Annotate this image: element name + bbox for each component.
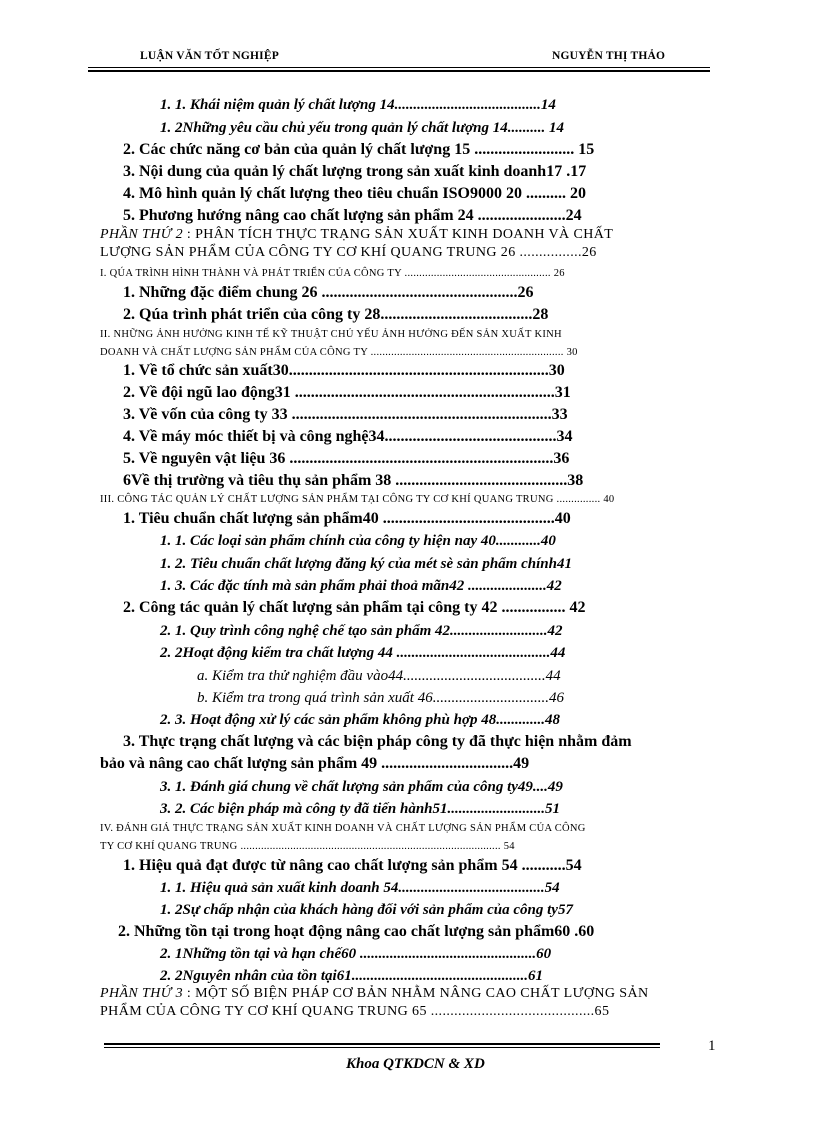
- toc-entry: 2. 2Hoạt động kiểm tra chất lượng 44 .........................................44: [160, 645, 566, 661]
- toc-entry: 3. Thực trạng chất lượng và các biện pháp công ty đã thực hiện nhằm đảm: [123, 733, 632, 750]
- toc-part-heading: [100, 226, 613, 244]
- toc-entry: 1. 3. Các đặc tính mà sản phẩm phải thoả mãn42 .....................42: [160, 578, 562, 594]
- toc-entry: 5. Phương hướng nâng cao chất lượng sản phẩm 24 ......................24: [123, 207, 582, 224]
- header-rule-bottom: [88, 70, 710, 72]
- toc-entry: 1. Những đặc điểm chung 26 .................................................26: [123, 284, 534, 301]
- toc-section-heading: III. CÔNG TÁC QUẢN LÝ CHẤT LƯỢNG SẢN PHẨM TẠI CÔNG TY CƠ KHÍ QUANG TRUNG ............... 40: [100, 494, 615, 505]
- footer-faculty: Khoa QTKDCN & XD: [346, 1056, 485, 1072]
- toc-entry: bảo và nâng cao chất lượng sản phẩm 49 .................................49: [100, 755, 530, 772]
- part-title: : PHÂN TÍCH THỰC TRẠNG SẢN XUẤT KINH DOANH VÀ CHẤT: [183, 227, 614, 242]
- toc-entry: 3. Về vốn của công ty 33 .................................................................33: [123, 406, 568, 423]
- toc-part-heading: LƯỢNG SẢN PHẨM CỦA CÔNG TY CƠ KHÍ QUANG TRUNG 26 ................26: [100, 245, 597, 260]
- toc-entry: a. Kiểm tra thử nghiệm đầu vào44......................................44: [197, 668, 561, 684]
- toc-section-heading: DOANH VÀ CHẤT LƯỢNG SẢN PHẨM CỦA CÔNG TY .................................................................. 30: [100, 347, 578, 358]
- toc-entry: 1. 1. Hiệu quả sản xuất kinh doanh 54.......................................54: [160, 880, 560, 896]
- toc-section-heading: I. QÚA TRÌNH HÌNH THÀNH VÀ PHÁT TRIỂN CỦA CÔNG TY .................................................. 26: [100, 268, 565, 279]
- toc-entry: 2. Về đội ngũ lao động31 .................................................................31: [123, 384, 571, 401]
- toc-entry: 2. Công tác quản lý chất lượng sản phẩm tại công ty 42 ................ 42: [123, 599, 586, 616]
- toc-entry: 1. Về tổ chức sản xuất30.................................................................30: [123, 362, 565, 379]
- part-title: : MỘT SỐ BIỆN PHÁP CƠ BẢN NHẰM NÂNG CAO CHẤT LƯỢNG SẢN: [183, 986, 649, 1001]
- toc-part-heading: [100, 985, 649, 1003]
- toc-entry: 6Về thị trường và tiêu thụ sản phẩm 38 ...........................................38: [123, 472, 584, 489]
- header-rule-top: [88, 67, 710, 68]
- toc-entry: 1. 1. Khái niệm quản lý chất lượng 14.......................................14: [160, 97, 556, 113]
- header-title: LUẬN VĂN TỐT NGHIỆP: [140, 50, 279, 62]
- toc-entry: 3. 2. Các biện pháp mà công ty đã tiến hành51..........................51: [160, 801, 561, 817]
- toc-entry: 4. Mô hình quản lý chất lượng theo tiêu chuẩn ISO9000 20 .......... 20: [123, 185, 586, 202]
- toc-section-heading: TY CƠ KHÍ QUANG TRUNG ......................................................................................... 54: [100, 841, 515, 852]
- toc-entry: 2. 3. Hoạt động xử lý các sản phẩm không phù hợp 48.............48: [160, 712, 561, 728]
- toc-entry: 1. Hiệu quả đạt được từ nâng cao chất lượng sản phẩm 54 ...........54: [123, 857, 582, 874]
- toc-entry: 3. 1. Đánh giá chung về chất lượng sản phẩm của công ty49....49: [160, 779, 563, 795]
- toc-entry: 2. Qúa trình phát triển của công ty 28......................................28: [123, 306, 549, 323]
- toc-entry: 2. 1Những tồn tại và hạn chế60 ...............................................60: [160, 946, 552, 962]
- toc-entry: 1. Tiêu chuẩn chất lượng sản phẩm40 ...........................................40: [123, 510, 571, 527]
- footer-rule-top: [104, 1043, 660, 1045]
- toc-entry: b. Kiểm tra trong quá trình sản xuất 46...............................46: [197, 690, 564, 706]
- toc-entry: 1. 2Những yêu cầu chủ yếu trong quản lý chất lượng 14.......... 14: [160, 120, 564, 136]
- toc-entry: 2. Các chức năng cơ bản của quản lý chất lượng 15 ......................... 15: [123, 141, 595, 158]
- part-label: PHẦN THỨ 2: [100, 227, 184, 242]
- toc-section-heading: II. NHỮNG ẢNH HƯỞNG KINH TẾ KỸ THUẬT CHỦ YẾU ẢNH HƯỞNG ĐẾN SẢN XUẤT KINH: [100, 329, 562, 340]
- toc-entry: 4. Về máy móc thiết bị và công nghệ34...........................................34: [123, 428, 573, 445]
- footer-rule-bottom: [104, 1047, 660, 1048]
- toc-part-heading: PHẨM CỦA CÔNG TY CƠ KHÍ QUANG TRUNG 65 ..........................................65: [100, 1004, 610, 1019]
- toc-entry: 2. 2Nguyên nhân của tồn tại61...............................................61: [160, 968, 543, 984]
- toc-entry: 1. 2Sự chấp nhận của khách hàng đối với sản phẩm của công ty57: [160, 902, 573, 918]
- toc-entry: 2. 1. Quy trình công nghệ chế tạo sản phẩm 42..........................42: [160, 623, 563, 639]
- toc-entry: 2. Những tồn tại trong hoạt động nâng cao chất lượng sản phẩm60 .60: [118, 923, 595, 940]
- toc-entry: 5. Về nguyên vật liệu 36 ..................................................................36: [123, 450, 570, 467]
- toc-entry: 1. 2. Tiêu chuẩn chất lượng đăng ký của mét sè sản phẩm chính41: [160, 556, 572, 572]
- header-author: NGUYỄN THỊ THẢO: [552, 50, 666, 62]
- part-label: PHẦN THỨ 3: [100, 986, 184, 1001]
- toc-section-heading: IV. ĐÁNH GIÁ THỰC TRẠNG SẢN XUẤT KINH DOANH VÀ CHẤT LƯỢNG SẢN PHẨM CỦA CÔNG: [100, 823, 586, 834]
- toc-entry: 1. 1. Các loại sản phẩm chính của công ty hiện nay 40............40: [160, 533, 556, 549]
- page-number: 1: [708, 1038, 716, 1054]
- toc-entry: 3. Nội dung của quản lý chất lượng trong sản xuất kinh doanh17 .17: [123, 163, 587, 180]
